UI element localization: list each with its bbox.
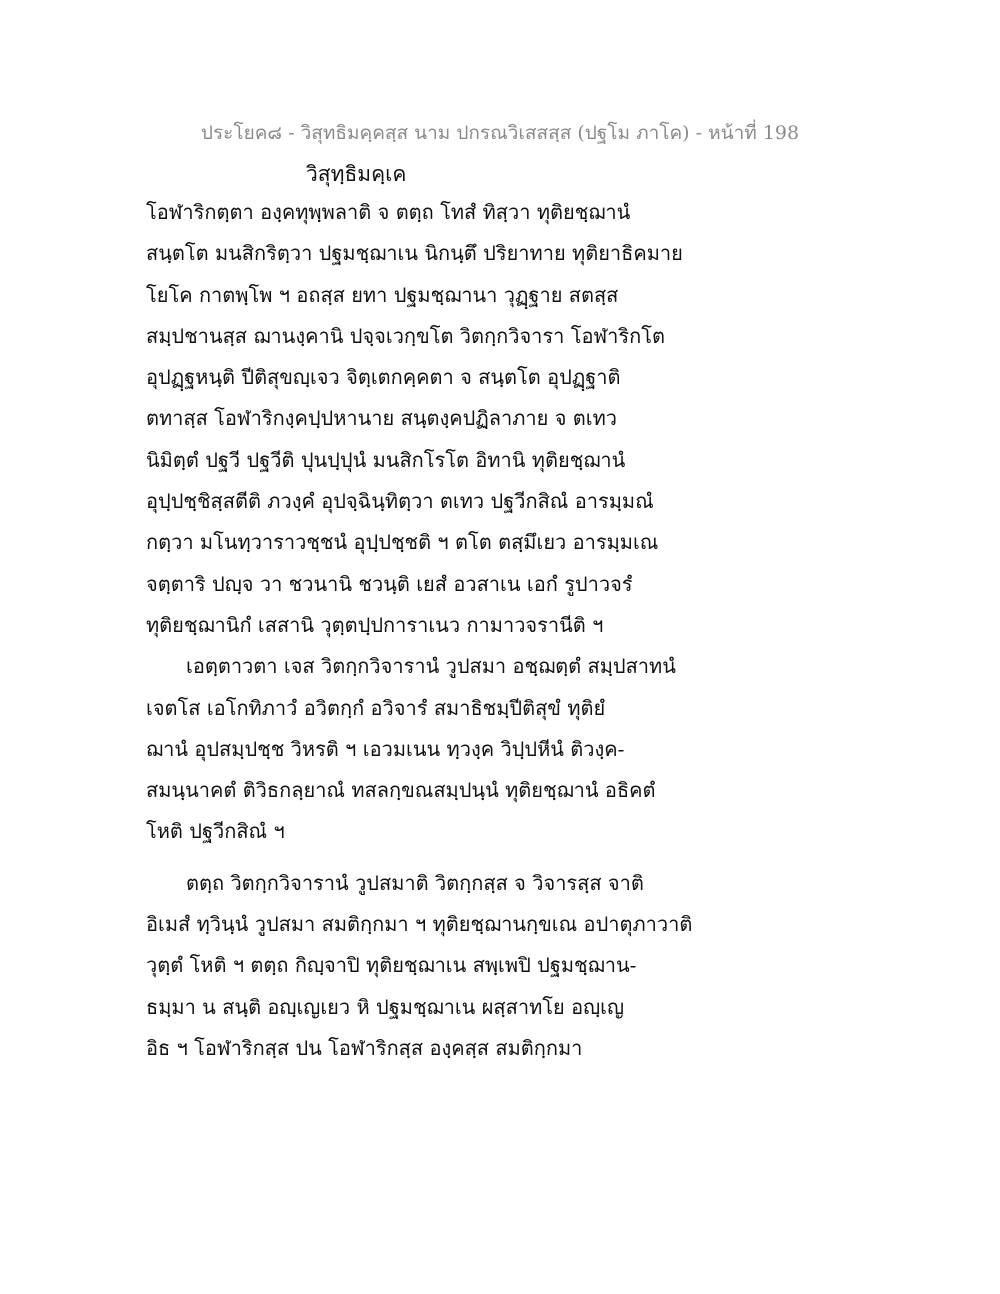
text-line: กตฺวา มโนทฺวาราวชฺชนํ อุปฺปชฺชติ ฯ ตโต ตสฺมึเยว อารมฺมเณ [146,530,659,555]
text-line: โยโค กาตพฺโพ ฯ อถสฺส ยทา ปฐมชฺฌานา วุฏฺฐาย สตสฺส [146,282,619,307]
text-line: สมนฺนาคตํ ติวิธกลฺยาณํ ทสลกฺขณสมฺปนฺนํ ทุติยชฺฌานํ อธิคตํ [146,778,656,803]
text-line: เจตโส เอโกทิภาวํ อวิตกฺกํ อวิจารํ สมาธิชมฺปีติสุขํ ทุติยํ [146,695,606,720]
text-line: สนฺตโต มนสิกริตฺวา ปฐมชฺฌาเน นิกนฺตึ ปริยาทาย ทุติยาธิคมาย [146,241,683,266]
text-line: อุปฏฺฐหนฺติ ปีติสุขญฺเจว จิตฺเตกคฺคตา จ สนฺตโต อุปฏฺฐาติ [146,365,621,390]
section-title: วิสุทฺธิมคฺเค [306,162,407,186]
text-line: อิธ ฯ โอฬาริกสฺส ปน โอฬาริกสฺส องฺคสฺส สมติกฺกมา [146,1035,583,1060]
text-line: โหติ ปฐวีกสิณํ ฯ [146,819,285,844]
text-line: ตตฺถ วิตกฺกวิจารานํ วูปสมาติ วิตกฺกสฺส จ วิจารสฺส จาติ [186,870,644,895]
paragraph-3 [146,863,706,1069]
text-line: ทุติยชฺฌานิกํ เสสานิ วุตฺตปฺปการาเนว กามาวจรานีติ ฯ [146,612,604,637]
text-line: อุปฺปชฺชิสฺสตีติ ภวงฺคํ อุปจฺฉินฺทิตฺวา ตเทว ปฐวีกสิณํ อารมฺมณํ [146,489,654,514]
text-line: ตทาสฺส โอฬาริกงฺคปฺปหานาย สนฺตงฺคปฏิลาภาย จ ตเทว [146,406,618,431]
text-line: ธมฺมา น สนฺติ อญฺเญเยว หิ ปฐมชฺฌาเน ผสฺสาทโย อญฺเญ [146,994,624,1019]
paragraph-2 [146,646,706,852]
text-line: โอฬาริกตฺตา องฺคทุพฺพลาติ จ ตตฺถ โทสํ ทิสฺวา ทุติยชฺฌานํ [146,200,631,224]
text-line: เอตฺตาวตา เจส วิตกฺกวิจารานํ วูปสมา อชฺฌตฺตํ สมฺปสาทนํ [186,654,676,679]
text-line: อิเมสํ ทฺวินฺนํ วูปสมา สมติกฺกมา ฯ ทุติยชฺฌานกฺขเณ อปาตุภาวาติ [146,912,693,937]
body-text [146,192,706,1069]
text-line: นิมิตฺตํ ปฐวี ปฐวีติ ปุนปฺปุนํ มนสิกโรโต อิทานิ ทุติยชฺฌานํ [146,447,626,472]
text-line: จตฺตาริ ปญฺจ วา ชวนานิ ชวนฺติ เยสํ อวสาเน เอกํ รูปาวจรํ [146,571,633,596]
text-line: วุตฺตํ โหติ ฯ ตตฺถ กิญฺจาปิ ทุติยชฺฌาเน สพฺเพปิ ปฐมชฺฌาน- [146,953,637,978]
paragraph-1 [146,192,706,646]
text-line: ฌานํ อุปสมฺปชฺช วิหรติ ฯ เอวมเนน ทฺวงฺค วิปฺปหีนํ ติวงฺค- [146,736,625,761]
page-header: ประโยค๘ - วิสุทธิมคฺคสฺส นาม ปกรณวิเสสสฺส (ปฐโม ภาโค) - หน้าที่ 198 [200,122,800,144]
text-line: สมฺปชานสฺส ฌานงฺคานิ ปจฺจเวกฺขโต วิตกฺกวิจารา โอฬาริกโต [146,323,665,348]
